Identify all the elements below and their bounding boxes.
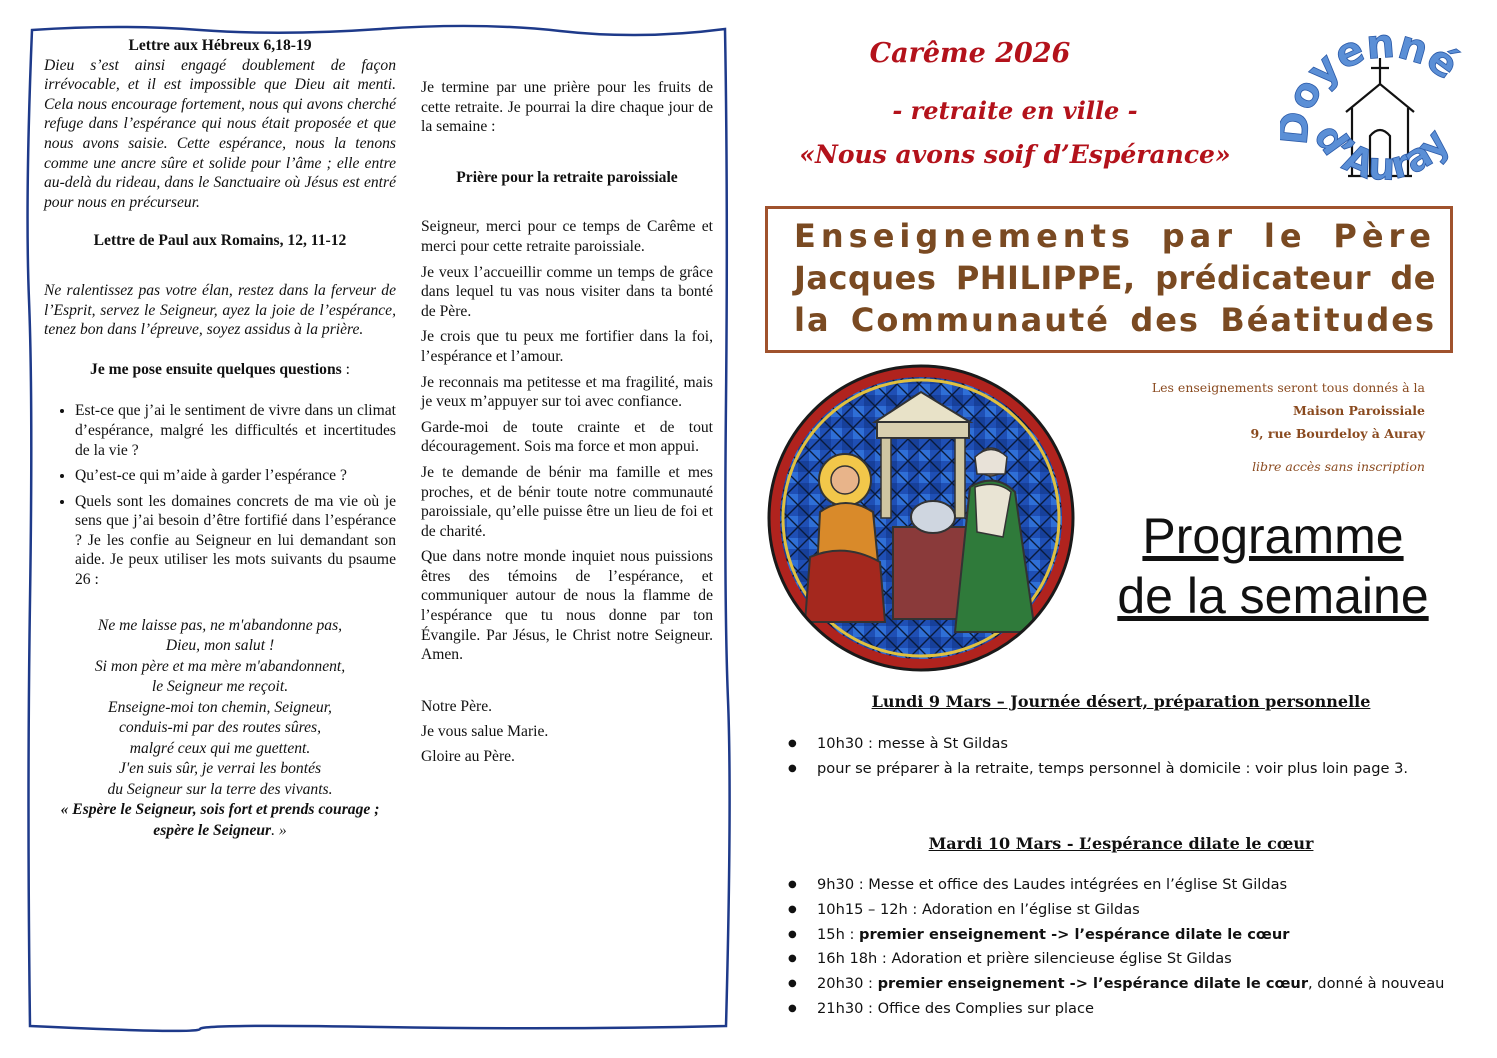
- soif-esperance-slogan: «Nous avons soif d’Espérance»: [799, 140, 1231, 169]
- list-item: ● 10h15 – 12h : Adoration en l’église st Gildas: [817, 898, 1497, 923]
- maison-paroissiale: Maison Paroissiale: [1293, 403, 1425, 418]
- hebreux-text: Dieu s’est ainsi engagé doublement de façon irrévocable, et il est impossible que Dieu ait menti. Cela nous encourage fortement, nous qui avons cherché refuge dans l’espérance qui nous était proposée et que nous avons saisie. Cette espérance, nous la tenons comme une ancre sûre et solide pour l’âme ; elle entre au-delà du rideau, dans le Sanctuaire où Jésus est entré pour nous en précurseur.: [44, 56, 396, 211]
- doyenne-auray-logo: [1280, 26, 1480, 206]
- prayer-intro: Je termine par une prière pour les fruits de cette retraite. Je pourrai la dire chaque jour de la semaine :: [421, 79, 713, 136]
- tuesday-title: Mardi 10 Mars - L’espérance dilate le cœur: [928, 834, 1314, 853]
- free-access-note: libre accès sans inscription: [1252, 459, 1425, 474]
- psalm-26: Ne me laisse pas, ne m'abandonne pas, Dieu, mon salut ! Si mon père et ma mère m'abandonnent, le Seigneur me reçoit. Enseigne-moi ton chemin, Seigneur, conduis-mi par des routes sûres, malgré ceux qui me guettent. J'en suis sûr, je verrai les bontés du Seigneur sur la terre des vivants. « Espère le Seigneur, sois fort et prends courage ; espère le Seigneur. »: [60, 616, 380, 839]
- list-item: • Est-ce que j’ai le sentiment de vivre dans un climat d’espérance, malgré les difficultés et incertitudes de la vie ?: [75, 401, 396, 460]
- list-item: ● 16h 18h : Adoration et prière silencieuse église St Gildas: [817, 947, 1497, 972]
- monday-schedule: [765, 732, 1497, 782]
- list-item: ● pour se préparer à la retraite, temps personnel à domicile : voir plus loin page 3.: [817, 757, 1497, 782]
- list-item: ● 9h30 : Messe et office des Laudes intégrées en l’église St Gildas: [817, 873, 1497, 898]
- list-item: • Qu’est-ce qui m’aide à garder l’espérance ?: [75, 466, 396, 486]
- list-item: ● 10h30 : messe à St Gildas: [817, 732, 1497, 757]
- chapel-icon: [1280, 26, 1480, 206]
- list-item: • Quels sont les domaines concrets de ma vie où je sens que j’ai besoin d’être fortifié dans l’espérance ? Je les confie au Seigneur en lui demandant son aide. Je peux utiliser les mots suivants du psaume 26 :: [75, 492, 396, 590]
- ens-line-1: Enseignements par le Père: [794, 217, 1436, 255]
- location-line-1: Les enseignements seront tous donnés à la: [1151, 380, 1425, 395]
- romains-text: Ne ralentissez pas votre élan, restez dans la ferveur de l’Esprit, servez le Seigneur, ayez la joie de l’espérance, tenez bon dans l’épreuve, soyez assidus à la prière.: [44, 281, 396, 339]
- closing-prayers: Notre Père. Je vous salue Marie. Gloire au Père.: [421, 697, 549, 765]
- svg-text:d’Auray: d’Auray: [1305, 115, 1458, 189]
- prayer-title: Prière pour la retraite paroissiale: [456, 168, 678, 186]
- location-info: [1152, 376, 1425, 478]
- hebreux-title: Lettre aux Hébreux 6,18-19: [128, 37, 312, 54]
- address: 9, rue Bourdeloy à Auray: [1250, 426, 1425, 441]
- stained-glass-image: [765, 362, 1077, 674]
- ens-line-2: Jacques PHILIPPE, prédicateur de: [794, 259, 1436, 297]
- middle-column: [421, 78, 713, 769]
- questions-heading: Je me pose ensuite quelques questions :: [90, 360, 350, 378]
- retraite-subtitle: - retraite en ville -: [892, 96, 1138, 125]
- svg-text:Doyenné: oyenné: [1280, 26, 1467, 118]
- enseignements-box: [765, 206, 1453, 353]
- ens-line-3: la Communauté des Béatitudes: [794, 301, 1436, 339]
- monday-title: Lundi 9 Mars – Journée désert, préparation personnelle: [871, 692, 1371, 711]
- romains-title: Lettre de Paul aux Romains, 12, 11-12: [93, 232, 347, 250]
- tuesday-schedule: [765, 873, 1497, 1022]
- list-item: ● 21h30 : Office des Complies sur place: [817, 997, 1497, 1022]
- questions-list: [44, 401, 396, 589]
- left-column: [44, 36, 396, 841]
- list-item: ● 20h30 : premier enseignement -> l’espérance dilate le cœur, donné à nouveau: [817, 972, 1497, 997]
- programme-heading: Programme de la semaine: [1117, 508, 1429, 624]
- careme-title: Carême 2026: [869, 38, 1071, 69]
- prayer-text: Seigneur, merci pour ce temps de Carême et merci pour cette retraite paroissiale. Je veux l’accueillir comme un temps de grâce dans lequel tu vas nous visiter dans ta bonté de Père. Je crois que tu peux me fortifier dans la foi, l’espérance et l’amour. Je reconnais ma petitesse et ma fragilité, mais je veux m’appuyer sur toi avec confiance. Garde-moi de toute crainte et de tout découragement. Sois ma force et mon appui. Je te demande de bénir ma famille et mes proches, et de bénir toute notre communauté paroissiale, qu’elle puisse être un lieu de foi et de charité. Que dans notre monde inquiet nous puissions êtres des témoins de l’espérance, et communiquer autour de nous la flamme de l’espérance que tu nous donne par ton Évangile. Par Jésus, le Christ notre Seigneur. Amen.: [421, 218, 713, 664]
- list-item: ● 15h : premier enseignement -> l’espérance dilate le cœur: [817, 923, 1497, 948]
